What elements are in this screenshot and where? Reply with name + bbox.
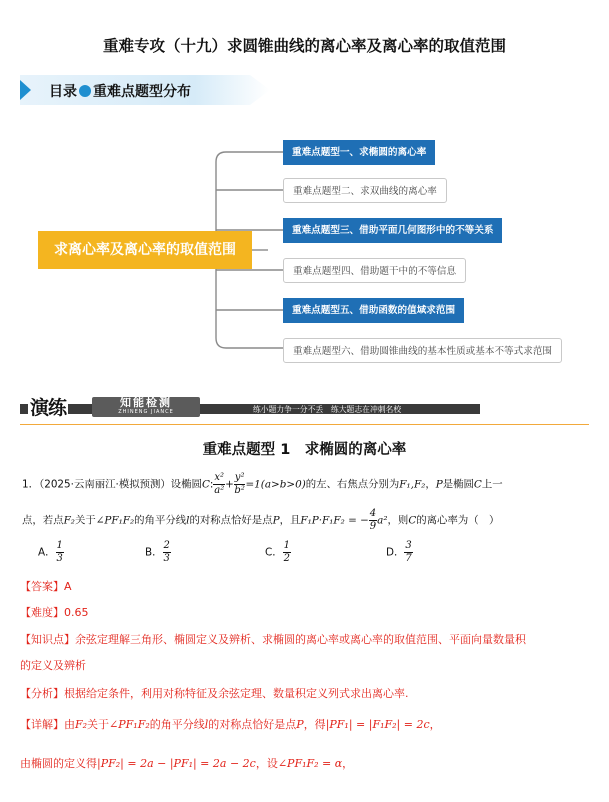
- question-line-1: [22, 472, 503, 497]
- option-c-frac: [283, 540, 291, 565]
- detail-text: ，得: [303, 718, 326, 731]
- option-c[interactable]: [265, 540, 291, 565]
- analysis-label: 【分析】: [20, 687, 64, 700]
- practice-banner-title: 演练: [28, 393, 68, 420]
- math-frac-x2a2: $\frac{\text{x²}}{\text{a²}}$: [214, 472, 225, 496]
- question-text: 的角平分线: [134, 514, 187, 527]
- difficulty-label: 【难度】: [20, 606, 64, 619]
- question-text: ，则: [387, 514, 409, 527]
- question-text: 关于: [74, 514, 96, 527]
- math-alpha: ∠PF₁F₂ = α: [277, 757, 343, 770]
- question-text: 是椭圆: [442, 478, 474, 491]
- question-number: 1．: [22, 478, 40, 491]
- detail-text: ，: [342, 757, 354, 770]
- math-pf2-eq: |PF₂| = 2a − |PF₁| = 2a − 2c: [97, 757, 256, 770]
- answer-label: 【答案】: [20, 580, 64, 593]
- detail-label: 【详解】: [20, 718, 64, 731]
- detail-text: 关于: [87, 718, 110, 731]
- detail-line-2: [20, 755, 353, 771]
- math-eq: =1(a>b>0): [245, 478, 306, 491]
- option-letter: A．: [38, 546, 56, 559]
- math-f2: F₂: [75, 718, 88, 731]
- mindmap-branch-2: 重难点题型二、求双曲线的离心率: [283, 178, 447, 203]
- option-a-frac: [56, 540, 64, 565]
- question-text: 设椭圆: [170, 478, 202, 491]
- question-text: 点，若点: [22, 514, 64, 527]
- option-num: 1: [283, 540, 291, 551]
- detail-text: 的对称点恰好是点: [208, 718, 297, 731]
- math-f2: F₂: [63, 514, 75, 527]
- detail-text: ，: [429, 718, 441, 731]
- option-den: 3: [163, 553, 170, 564]
- option-num: 1: [56, 540, 63, 551]
- knowledge-line-2: 的定义及辨析: [20, 659, 86, 672]
- option-den: 3: [56, 553, 63, 564]
- option-den: 7: [405, 553, 412, 564]
- math-p: P: [272, 514, 280, 527]
- math-colon: :: [209, 478, 214, 491]
- option-d[interactable]: [386, 540, 413, 565]
- option-letter: B．: [145, 546, 163, 559]
- difficulty-line: [20, 604, 89, 620]
- knowledge-line-1: [20, 631, 526, 647]
- badge-sub-text: ZHINENG JIANCE: [118, 409, 174, 415]
- option-letter: D．: [386, 546, 405, 559]
- math-plus: +: [225, 478, 234, 491]
- math-pf1-eq: |PF₁| = |F₁F₂| = 2c: [325, 718, 430, 731]
- mindmap-branch-5: 重难点题型五、借助函数的值域求范围: [283, 298, 464, 323]
- detail-line-1: [20, 716, 441, 732]
- detail-text: 由: [64, 718, 75, 731]
- math-frac-y2b2: $\frac{\text{y²}}{\text{b²}}$: [234, 472, 245, 496]
- answer-line: [20, 578, 72, 594]
- section-title: 重难点题型 1 求椭圆的离心率: [202, 442, 407, 458]
- answer-value: A: [64, 580, 72, 593]
- knowledge-text: 余弦定理解三角形、椭圆定义及辨析、求椭圆的离心率或离心率的取值范围、平面向量数量积: [75, 633, 526, 646]
- math-l: l: [186, 514, 190, 527]
- math-l: l: [204, 718, 209, 731]
- option-num: 3: [405, 540, 412, 551]
- math-p: P: [435, 478, 443, 491]
- math-c: C: [473, 478, 482, 491]
- option-a[interactable]: [38, 540, 64, 565]
- question-source: （2025·云南丽江·模拟预测）: [39, 478, 171, 491]
- option-b-frac: [163, 540, 171, 565]
- toc-label: 目录: [49, 84, 77, 100]
- math-angle: ∠PF₁F₂: [109, 718, 150, 731]
- analysis-line: [20, 685, 409, 701]
- math-p: P: [296, 718, 304, 731]
- option-num: 2: [163, 540, 170, 551]
- mindmap-branch-1: 重难点题型一、求椭圆的离心率: [283, 140, 435, 165]
- option-d-frac: [404, 540, 412, 565]
- question-text: ，: [425, 478, 436, 491]
- analysis-text: 根据给定条件，利用对称特征及余弦定理、数量积定义列式求出离心率.: [64, 687, 409, 700]
- page-title: 重难专攻（十九）求圆锥曲线的离心率及离心率的取值范围: [102, 37, 506, 55]
- question-text: 的左、右焦点分别为: [305, 478, 400, 491]
- math-dot-product: F₁P·F₁F₂ = −: [300, 514, 369, 527]
- math-ellipse: C: [201, 478, 210, 491]
- practice-banner-motto: 练小题力争一分不丢 练大题志在冲刺名校: [253, 405, 402, 414]
- question-text: 的离心率为（ ）: [416, 514, 500, 527]
- math-angle: ∠PF₁F₂: [95, 514, 135, 527]
- question-text: ，且: [279, 514, 301, 527]
- option-b[interactable]: [145, 540, 171, 565]
- math-c: C: [408, 514, 417, 527]
- question-text: 的对称点恰好是点: [189, 514, 273, 527]
- math-a2: a²: [377, 514, 388, 527]
- practice-banner-bar: [20, 404, 480, 414]
- detail-text: 由椭圆的定义得: [20, 757, 97, 770]
- practice-banner-badge: [92, 397, 200, 417]
- question-text: 上一: [481, 478, 503, 491]
- toc-subtitle: 重难点题型分布: [93, 84, 191, 100]
- mindmap-root: 求离心率及离心率的取值范围: [38, 231, 252, 269]
- detail-text: ，设: [255, 757, 278, 770]
- mindmap-branch-6: 重难点题型六、借助圆锥曲线的基本性质或基本不等式求范围: [283, 338, 562, 363]
- detail-text: 的角平分线: [149, 718, 205, 731]
- math-frac-4-9: $\frac{4}{9}$: [369, 508, 377, 532]
- mindmap-branch-4: 重难点题型四、借助题干中的不等信息: [283, 258, 466, 283]
- question-line-2: [22, 508, 499, 533]
- difficulty-value: 0.65: [64, 606, 89, 619]
- knowledge-label: 【知识点】: [20, 633, 75, 646]
- badge-main-text: 知能检测: [120, 396, 172, 409]
- option-letter: C．: [265, 546, 283, 559]
- divider-line: [20, 424, 589, 425]
- math-foci: F₁,F₂: [399, 478, 426, 491]
- option-den: 2: [283, 553, 291, 564]
- mindmap-branch-3: 重难点题型三、借助平面几何图形中的不等关系: [283, 218, 502, 243]
